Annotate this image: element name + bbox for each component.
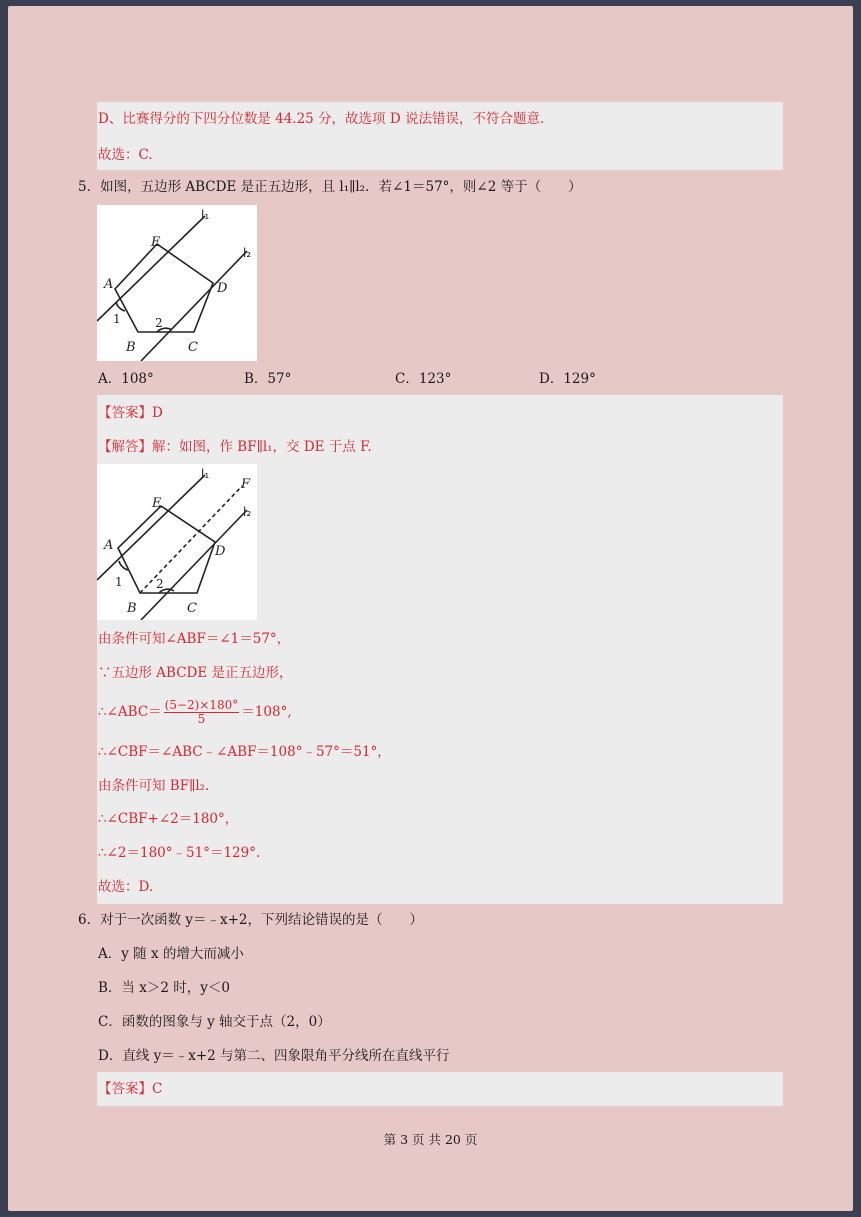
q5-step-6-text: ∠2＝180°﹣51°＝129°.: [106, 845, 261, 861]
q6-option-b[interactable]: B．当 x＞2 时，y＜0: [98, 980, 230, 996]
abc-prefix: ∴∠ABC＝: [98, 704, 162, 720]
label-l2: l₂: [243, 505, 252, 519]
label-l1: l₁: [201, 467, 210, 481]
q5-answer: 【答案】D: [98, 405, 163, 421]
q4-option-d-text: D、比赛得分的下四分位数是 44.25 分，故选项 D 说法错误，不符合题意.: [98, 111, 545, 127]
q5-step-abc: [98, 696, 292, 728]
solution-box-q6: [97, 1072, 783, 1106]
therefore-symbol: ∴: [98, 744, 107, 760]
q5-solution-figure: [97, 464, 257, 620]
label-angle-1: 1: [113, 312, 121, 326]
pentagon-figure-with-bf: [97, 464, 257, 620]
label-b: B: [127, 601, 137, 616]
q5-step-2: ∵五边形 ABCDE 是正五边形，: [98, 665, 293, 681]
q5-step-4: 由条件可知 BF∥l₂.: [98, 778, 210, 794]
label-l1: l₁: [201, 208, 210, 222]
q5-option-c[interactable]: C．123°: [395, 371, 452, 387]
q5-option-d[interactable]: D．129°: [539, 371, 596, 387]
q5-conclusion: 故选：D.: [98, 879, 154, 895]
fraction: [164, 699, 240, 726]
fraction-denominator: 5: [197, 712, 206, 726]
label-angle-2: 2: [155, 316, 163, 330]
q6-answer: 【答案】C: [98, 1081, 163, 1097]
q5-solution-intro: 【解答】解：如图，作 BF∥l₁，交 DE 于点 F.: [98, 439, 372, 455]
label-l2: l₂: [243, 246, 252, 260]
q5-step-6: [98, 844, 260, 862]
q6-option-c[interactable]: C．函数的图象与 y 轴交于点（2，0）: [98, 1014, 331, 1030]
q6-option-a[interactable]: A．y 随 x 的增大而减小: [98, 946, 244, 962]
therefore-symbol: ∴: [98, 811, 107, 827]
label-f: F: [241, 477, 251, 492]
q5-step-1: 由条件可知∠ABF＝∠1＝57°，: [98, 631, 291, 647]
q6-option-d[interactable]: D．直线 y＝﹣x+2 与第二、四象限角平分线所在直线平行: [98, 1048, 450, 1064]
label-d: D: [215, 544, 226, 559]
q5-option-b[interactable]: B．57°: [244, 371, 292, 387]
label-e: E: [152, 496, 162, 511]
label-b: B: [126, 340, 136, 355]
label-a: A: [104, 277, 114, 292]
label-c: C: [188, 340, 198, 355]
q5-stem: 5．如图，五边形 ABCDE 是正五边形，且 l₁∥l₂．若∠1＝57°，则∠2 等于（ ）: [78, 179, 582, 195]
therefore-symbol: ∴: [98, 845, 107, 861]
label-a: A: [104, 538, 114, 553]
label-d: D: [217, 281, 228, 296]
q5-option-a[interactable]: A．108°: [98, 371, 154, 387]
label-e: E: [151, 235, 161, 250]
q5-step-3-text: ∠CBF＝∠ABC﹣∠ABF＝108°﹣57°＝51°，: [106, 744, 391, 760]
page-footer: 第 3 页 共 20 页: [383, 1132, 478, 1147]
document-page: [8, 6, 853, 1211]
fraction-numerator: (5−2)×180°: [164, 698, 239, 712]
q5-figure: [97, 205, 257, 361]
q4-conclusion: 故选：C.: [98, 147, 153, 163]
pentagon-figure: [97, 205, 257, 361]
q5-step-5-text: ∠CBF+∠2＝180°，: [106, 811, 239, 827]
abc-suffix: ＝108°,: [241, 704, 292, 720]
q6-stem: 6．对于一次函数 y＝﹣x+2，下列结论错误的是（ ）: [78, 912, 424, 928]
q5-step-5: [98, 810, 238, 828]
q5-step-3: [98, 743, 391, 761]
label-c: C: [187, 601, 197, 616]
label-angle-2: 2: [156, 577, 164, 591]
label-angle-1: 1: [115, 575, 123, 589]
